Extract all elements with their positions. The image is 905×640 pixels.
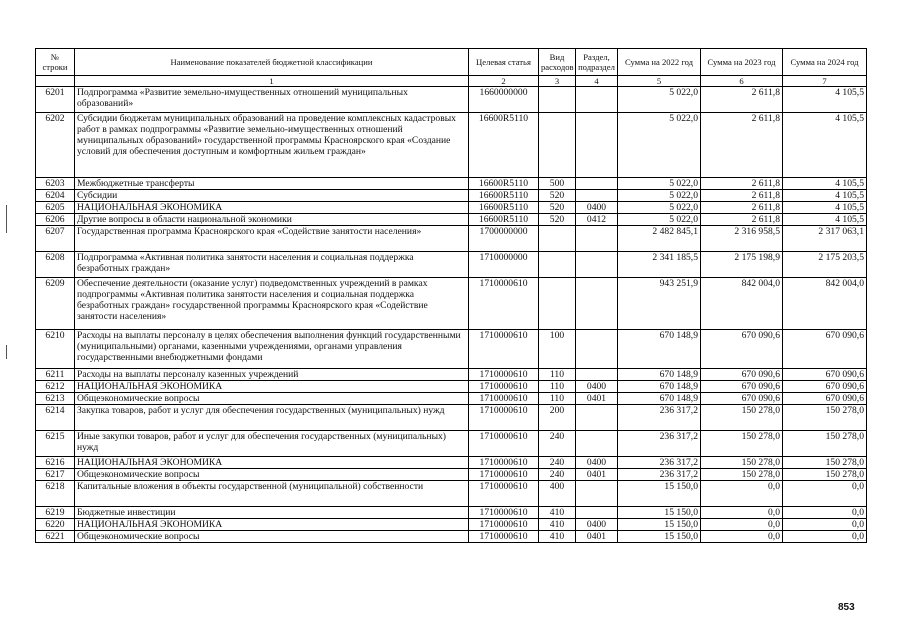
sum-2023: 2 611,8 [701, 178, 783, 190]
sum-2022: 670 148,9 [618, 330, 701, 369]
sum-2022: 670 148,9 [618, 393, 701, 405]
table-row [36, 457, 867, 469]
row-number: 6203 [36, 178, 75, 190]
expense-type: 110 [539, 393, 576, 405]
sum-2022: 236 317,2 [618, 405, 701, 431]
indicator-name: Закупка товаров, работ и услуг для обеспечения государственных (муниципальных) нужд [75, 405, 469, 431]
sum-2024: 0,0 [783, 531, 867, 543]
table-row [36, 507, 867, 519]
indicator-name: Подпрограмма «Развитие земельно-имущественных отношений муниципальных образований» [75, 87, 469, 113]
column-number [36, 76, 75, 87]
column-number: 4 [576, 76, 618, 87]
row-number: 6204 [36, 190, 75, 202]
sum-2023: 0,0 [701, 481, 783, 507]
column-number: 5 [618, 76, 701, 87]
sum-2022: 5 022,0 [618, 87, 701, 113]
target-article: 16600R5110 [469, 202, 539, 214]
row-number: 6208 [36, 252, 75, 278]
row-number: 6209 [36, 278, 75, 330]
sum-2024: 0,0 [783, 519, 867, 531]
target-article: 1710000610 [469, 431, 539, 457]
indicator-name: НАЦИОНАЛЬНАЯ ЭКОНОМИКА [75, 457, 469, 469]
expense-type [539, 278, 576, 330]
target-article: 16600R5110 [469, 178, 539, 190]
sum-2024: 4 105,5 [783, 87, 867, 113]
expense-type: 240 [539, 457, 576, 469]
column-number: 1 [75, 76, 469, 87]
row-number: 6212 [36, 381, 75, 393]
target-article: 1710000610 [469, 481, 539, 507]
table-row [36, 531, 867, 543]
table-row [36, 278, 867, 330]
section-code [576, 226, 618, 252]
sum-2024: 670 090,6 [783, 330, 867, 369]
row-number: 6202 [36, 113, 75, 178]
sum-2023: 670 090,6 [701, 330, 783, 369]
expense-type [539, 226, 576, 252]
table-row [36, 519, 867, 531]
sum-2024: 670 090,6 [783, 393, 867, 405]
indicator-name: Подпрограмма «Активная политика занятости населения и социальная поддержка безработных граждан» [75, 252, 469, 278]
header-expense-type: Вид расходов [539, 49, 576, 76]
section-code [576, 113, 618, 178]
table-row [36, 202, 867, 214]
target-article: 1710000610 [469, 531, 539, 543]
target-article: 16600R5110 [469, 113, 539, 178]
indicator-name: Субсидии [75, 190, 469, 202]
table-row [36, 190, 867, 202]
sum-2024: 150 278,0 [783, 405, 867, 431]
sum-2023: 670 090,6 [701, 393, 783, 405]
indicator-name: Субсидии бюджетам муниципальных образований на проведение комплексных кадастровых работ в рамках подпрограммы «Развитие земельно-имущественных отношений муниципальных образований» государственной программы Красноярского края «Создание условий для обеспечения доступным и комфортным жильем граждан» [75, 113, 469, 178]
sum-2022: 5 022,0 [618, 190, 701, 202]
header-target-article: Целевая статья [469, 49, 539, 76]
sum-2023: 2 316 958,5 [701, 226, 783, 252]
row-number: 6210 [36, 330, 75, 369]
sum-2024: 0,0 [783, 481, 867, 507]
header-sum-2022: Сумма на 2022 год [618, 49, 701, 76]
row-number: 6217 [36, 469, 75, 481]
target-article: 1710000610 [469, 278, 539, 330]
section-code: 0400 [576, 381, 618, 393]
expense-type: 410 [539, 519, 576, 531]
expense-type: 100 [539, 330, 576, 369]
expense-type: 520 [539, 214, 576, 226]
table-row [36, 369, 867, 381]
section-code [576, 278, 618, 330]
sum-2022: 15 150,0 [618, 531, 701, 543]
expense-type: 240 [539, 469, 576, 481]
table-row [36, 431, 867, 457]
sum-2022: 5 022,0 [618, 178, 701, 190]
table-row [36, 87, 867, 113]
sum-2022: 236 317,2 [618, 457, 701, 469]
table-row [36, 226, 867, 252]
expense-type: 410 [539, 507, 576, 519]
expense-type [539, 252, 576, 278]
target-article: 16600R5110 [469, 190, 539, 202]
indicator-name: Капитальные вложения в объекты государственной (муниципальной) собственности [75, 481, 469, 507]
row-number: 6219 [36, 507, 75, 519]
section-code [576, 369, 618, 381]
indicator-name: Общеэкономические вопросы [75, 469, 469, 481]
sum-2024: 150 278,0 [783, 469, 867, 481]
sum-2022: 236 317,2 [618, 469, 701, 481]
sum-2024: 4 105,5 [783, 190, 867, 202]
table-row [36, 405, 867, 431]
sum-2024: 4 105,5 [783, 202, 867, 214]
row-number: 6213 [36, 393, 75, 405]
indicator-name: Расходы на выплаты персоналу в целях обеспечения выполнения функций государственными (муниципальными) органами, казенными учреждениями, органами управления государственными внебюджетными фондами [75, 330, 469, 369]
indicator-name: Обеспечение деятельности (оказание услуг) подведомственных учреждений в рамках подпрограммы «Активная политика занятости населения и социальная поддержка безработных граждан» государственной программы Красноярского края «Содействие занятости населения» [75, 278, 469, 330]
sum-2023: 2 175 198,9 [701, 252, 783, 278]
expense-type: 520 [539, 202, 576, 214]
target-article: 1660000000 [469, 87, 539, 113]
sum-2023: 0,0 [701, 519, 783, 531]
expense-type: 110 [539, 369, 576, 381]
row-number: 6215 [36, 431, 75, 457]
scan-margin-mark [6, 345, 7, 359]
sum-2024: 670 090,6 [783, 381, 867, 393]
table-row [36, 113, 867, 178]
sum-2022: 5 022,0 [618, 202, 701, 214]
sum-2023: 0,0 [701, 507, 783, 519]
column-number: 7 [783, 76, 867, 87]
sum-2022: 2 482 845,1 [618, 226, 701, 252]
sum-2023: 150 278,0 [701, 405, 783, 431]
sum-2024: 0,0 [783, 507, 867, 519]
sum-2022: 2 341 185,5 [618, 252, 701, 278]
sum-2023: 2 611,8 [701, 214, 783, 226]
section-code: 0412 [576, 214, 618, 226]
section-code: 0400 [576, 202, 618, 214]
target-article: 1710000610 [469, 469, 539, 481]
table-row [36, 481, 867, 507]
section-code [576, 405, 618, 431]
sum-2023: 842 004,0 [701, 278, 783, 330]
table-row [36, 469, 867, 481]
sum-2023: 2 611,8 [701, 190, 783, 202]
target-article: 1710000610 [469, 405, 539, 431]
target-article: 1710000610 [469, 507, 539, 519]
budget-table-sheet [35, 48, 867, 543]
header-indicator-name: Наименование показателей бюджетной классификации [75, 49, 469, 76]
expense-type: 520 [539, 190, 576, 202]
sum-2024: 4 105,5 [783, 178, 867, 190]
sum-2024: 4 105,5 [783, 113, 867, 178]
sum-2023: 150 278,0 [701, 469, 783, 481]
target-article: 1710000610 [469, 381, 539, 393]
indicator-name: Общеэкономические вопросы [75, 531, 469, 543]
sum-2024: 842 004,0 [783, 278, 867, 330]
indicator-name: НАЦИОНАЛЬНАЯ ЭКОНОМИКА [75, 519, 469, 531]
section-code [576, 190, 618, 202]
target-article: 16600R5110 [469, 214, 539, 226]
sum-2024: 150 278,0 [783, 457, 867, 469]
sum-2022: 670 148,9 [618, 369, 701, 381]
section-code [576, 330, 618, 369]
table-row [36, 381, 867, 393]
header-sum-2024: Сумма на 2024 год [783, 49, 867, 76]
expense-type: 110 [539, 381, 576, 393]
sum-2022: 670 148,9 [618, 381, 701, 393]
sum-2022: 15 150,0 [618, 481, 701, 507]
section-code [576, 507, 618, 519]
section-code [576, 431, 618, 457]
row-number: 6220 [36, 519, 75, 531]
expense-type: 410 [539, 531, 576, 543]
row-number: 6221 [36, 531, 75, 543]
sum-2023: 670 090,6 [701, 381, 783, 393]
indicator-name: Государственная программа Красноярского края «Содействие занятости населения» [75, 226, 469, 252]
expense-type: 400 [539, 481, 576, 507]
sum-2023: 150 278,0 [701, 431, 783, 457]
indicator-name: Иные закупки товаров, работ и услуг для обеспечения государственных (муниципальных) нужд [75, 431, 469, 457]
column-number: 6 [701, 76, 783, 87]
section-code: 0401 [576, 469, 618, 481]
sum-2022: 236 317,2 [618, 431, 701, 457]
indicator-name: Расходы на выплаты персоналу казенных учреждений [75, 369, 469, 381]
row-number: 6207 [36, 226, 75, 252]
table-row [36, 330, 867, 369]
section-code: 0400 [576, 457, 618, 469]
row-number: 6214 [36, 405, 75, 431]
expense-type [539, 87, 576, 113]
section-code [576, 481, 618, 507]
indicator-name: НАЦИОНАЛЬНАЯ ЭКОНОМИКА [75, 381, 469, 393]
indicator-name: Бюджетные инвестиции [75, 507, 469, 519]
indicator-name: Другие вопросы в области национальной экономики [75, 214, 469, 226]
row-number: 6206 [36, 214, 75, 226]
sum-2023: 670 090,6 [701, 369, 783, 381]
target-article: 1700000000 [469, 226, 539, 252]
sum-2022: 5 022,0 [618, 113, 701, 178]
sum-2022: 15 150,0 [618, 507, 701, 519]
scan-margin-mark [6, 205, 7, 233]
expense-type: 240 [539, 431, 576, 457]
sum-2024: 4 105,5 [783, 214, 867, 226]
header-section: Раздел, подраздел [576, 49, 618, 76]
section-code [576, 87, 618, 113]
sum-2024: 150 278,0 [783, 431, 867, 457]
sum-2024: 2 175 203,5 [783, 252, 867, 278]
target-article: 1710000610 [469, 369, 539, 381]
target-article: 1710000610 [469, 457, 539, 469]
target-article: 1710000000 [469, 252, 539, 278]
sum-2024: 2 317 063,1 [783, 226, 867, 252]
table-row [36, 214, 867, 226]
column-number: 2 [469, 76, 539, 87]
sum-2022: 5 022,0 [618, 214, 701, 226]
row-number: 6211 [36, 369, 75, 381]
target-article: 1710000610 [469, 330, 539, 369]
table-row [36, 178, 867, 190]
expense-type: 200 [539, 405, 576, 431]
table-row [36, 252, 867, 278]
sum-2023: 2 611,8 [701, 202, 783, 214]
indicator-name: НАЦИОНАЛЬНАЯ ЭКОНОМИКА [75, 202, 469, 214]
sum-2023: 2 611,8 [701, 87, 783, 113]
sum-2023: 0,0 [701, 531, 783, 543]
section-code: 0401 [576, 393, 618, 405]
row-number: 6201 [36, 87, 75, 113]
sum-2023: 2 611,8 [701, 113, 783, 178]
sum-2022: 15 150,0 [618, 519, 701, 531]
row-number: 6205 [36, 202, 75, 214]
target-article: 1710000610 [469, 519, 539, 531]
section-code [576, 252, 618, 278]
sum-2024: 670 090,6 [783, 369, 867, 381]
budget-table [35, 48, 867, 543]
sum-2022: 943 251,9 [618, 278, 701, 330]
indicator-name: Общеэкономические вопросы [75, 393, 469, 405]
header-row [36, 49, 867, 76]
column-number-row [36, 76, 867, 87]
row-number: 6216 [36, 457, 75, 469]
header-row-number: № строки [36, 49, 75, 76]
table-body [36, 87, 867, 543]
table-row [36, 393, 867, 405]
section-code [576, 178, 618, 190]
target-article: 1710000610 [469, 393, 539, 405]
section-code: 0401 [576, 531, 618, 543]
section-code: 0400 [576, 519, 618, 531]
header-sum-2023: Сумма на 2023 год [701, 49, 783, 76]
indicator-name: Межбюджетные трансферты [75, 178, 469, 190]
expense-type: 500 [539, 178, 576, 190]
page-number: 853 [838, 602, 855, 613]
sum-2023: 150 278,0 [701, 457, 783, 469]
expense-type [539, 113, 576, 178]
column-number: 3 [539, 76, 576, 87]
row-number: 6218 [36, 481, 75, 507]
